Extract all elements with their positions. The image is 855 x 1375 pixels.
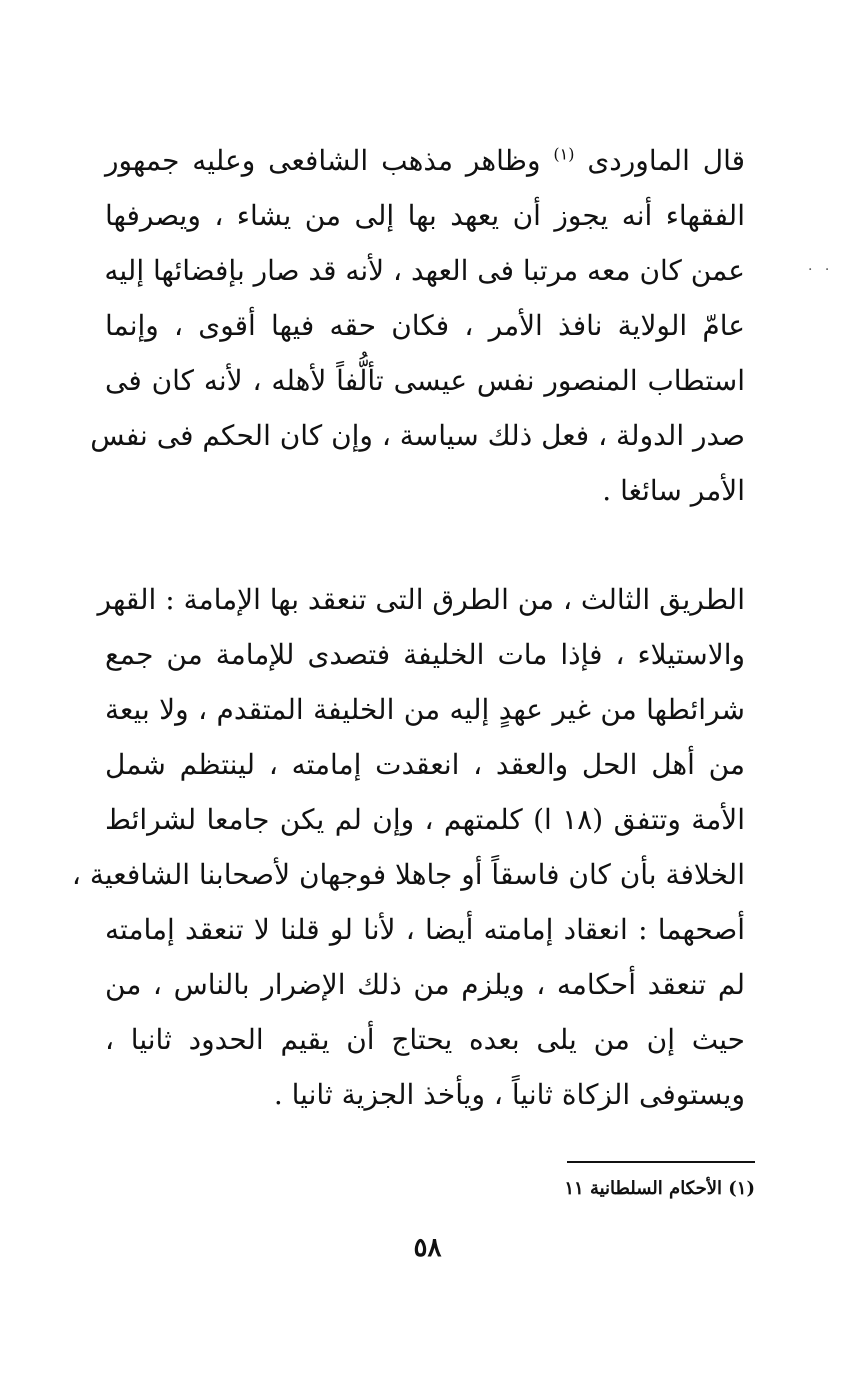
scan-artifact-mark: · · [808, 262, 834, 278]
footnote-divider [567, 1161, 755, 1163]
paragraph-1-line-2: الفقهاء أنه يجوز أن يعهد بها إلى من يشاء ، ويصرفها [105, 199, 745, 232]
paragraph-2-line-6: الخلافة بأن كان فاسقاً أو جاهلا فوجهان لأصحابنا الشافعية ، [71, 858, 745, 891]
paragraph-2-line-8: لم تنعقد أحكامه ، ويلزم من ذلك الإضرار بالناس ، من [105, 968, 745, 1001]
paragraph-2 [71, 572, 745, 1122]
paragraph-2-line-7: أصحهما : انعقاد إمامته أيضا ، لأنا لو قلنا لا تنعقد إمامته [105, 913, 745, 946]
paragraph-2-line-2: والاستيلاء ، فإذا مات الخليفة فتصدى للإمامة من جمع [105, 638, 745, 671]
footnote: (١) الأحكام السلطانية ١١ [564, 1178, 755, 1199]
paragraph-2-line-9: حيث إن من يلى بعده يحتاج أن يقيم الحدود ثانيا ، [105, 1023, 745, 1056]
paragraph-2-line-1: الطريق الثالث ، من الطرق التى تنعقد بها الإمامة : القهر [97, 583, 745, 616]
page-number: ٥٨ [413, 1233, 442, 1263]
footnote-reference: (١) [553, 144, 575, 164]
paragraph-1-line-6: صدر الدولة ، فعل ذلك سياسة ، وإن كان الحكم فى نفس [90, 419, 745, 452]
paragraph-1 [90, 133, 746, 518]
paragraph-1-line-3: عمن كان معه مرتبا فى العهد ، لأنه قد صار بإفضائها إليه [104, 254, 745, 287]
paragraph-1-line-5: استطاب المنصور نفس عيسى تألُّفاً لأهله ، لأنه كان فى [105, 364, 745, 397]
paragraph-2-line-5: الأمة وتتفق (١٨ ا) كلمتهم ، وإن لم يكن جامعا لشرائط [105, 803, 745, 836]
paragraph-2-line-4: من أهل الحل والعقد ، انعقدت إمامته ، لينتظم شمل [105, 748, 745, 781]
paragraph-2-line-3: شرائطها من غير عهدٍ إليه من الخليفة المتقدم ، ولا بيعة [105, 693, 745, 726]
paragraph-1-line-7: الأمر سائغا . [602, 474, 745, 507]
paragraph-1-line-1-end: وظاهر مذهب الشافعى وعليه جمهور [105, 144, 541, 177]
paragraph-2-line-10: ويستوفى الزكاة ثانياً ، ويأخذ الجزية ثانيا . [273, 1078, 745, 1111]
paragraph-1-line-1-start: قال الماوردى [587, 144, 746, 177]
paragraph-1-line-4: عامّ الولاية نافذ الأمر ، فكان حقه فيها أقوى ، وإنما [105, 309, 745, 342]
paragraph-1-line-1 [105, 133, 745, 188]
